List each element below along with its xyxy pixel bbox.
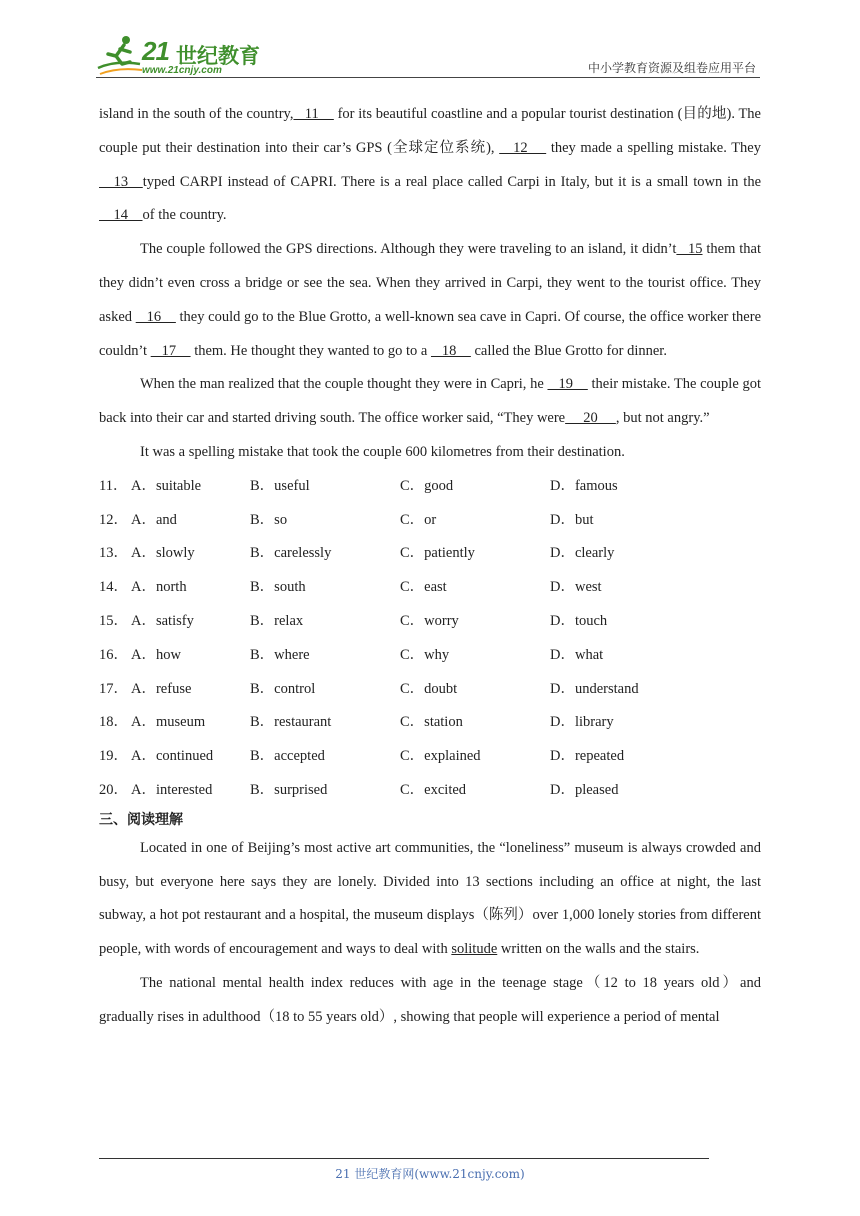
option-b[interactable]: B．so [250,511,288,528]
option-c[interactable]: C．or [400,511,437,528]
option-c[interactable]: C．why [400,646,450,663]
text-run: island in the south of the country, [99,106,294,122]
question-row [99,740,761,774]
blank-13: 13 [99,173,143,190]
question-row [99,774,761,808]
question-number: 20． [99,781,128,798]
question-row [99,673,761,707]
footer-divider [99,1158,709,1159]
question-number: 16． [99,646,128,663]
passage-paragraph-3 [99,368,761,436]
blank-19: 19 [547,376,588,393]
question-row [99,639,761,673]
section-title-reading: 三、阅读理解 [99,811,183,828]
passage-paragraph-4: It was a spelling mistake that took the couple 600 kilometres from their destination. [140,443,625,460]
question-row [99,470,761,504]
reading-paragraph-2: The national mental health index reduces with age in the teenage stage（12 to 18 years old）and gradually rises in adulthood（18 to 55 years old）, showing that people will experience a period of mental [99,974,761,1025]
option-c[interactable]: C．explained [400,748,481,765]
passage-paragraph-1 [99,98,761,233]
option-b[interactable]: B．useful [250,477,310,494]
option-d[interactable]: D．what [550,646,604,663]
option-c[interactable]: C．worry [400,612,459,629]
logo-chinese-text: 世纪教育 [176,44,260,68]
question-number: 19． [99,748,128,765]
text-run: they made a spelling mistake. They [546,139,761,156]
question-number: 15． [99,612,128,629]
blank-16: 16 [135,308,176,325]
option-b[interactable]: B．control [250,680,316,697]
text-run: them. He thought they wanted to go to a [190,342,431,359]
option-c[interactable]: C．station [400,714,463,731]
question-number: 11． [99,477,128,494]
question-row [99,571,761,605]
text-run: them that they didn’t even cross a bridge or see the sea. When they arrived in Carpi, they went to the tourist office. They asked [99,241,761,325]
option-a[interactable]: A．north [131,579,187,596]
text-run: of the country. [142,207,227,224]
option-a[interactable]: A．and [131,511,177,528]
option-a[interactable]: A．continued [131,748,214,765]
option-d[interactable]: D．understand [550,680,639,697]
text-run: their mistake. The couple got back into their car and started driving south. The office worker said, “They were [99,376,761,427]
text-run: called the Blue Grotto for dinner. [470,342,667,359]
passage-paragraph-2 [99,233,761,368]
blank-11: 11 [293,106,334,122]
question-number: 18． [99,714,128,731]
logo-number: 21 [142,36,169,66]
option-c[interactable]: C．patiently [400,545,475,562]
document-body [99,98,761,1035]
option-a[interactable]: A．interested [131,781,213,798]
text-run: typed CARPI instead of CAPRI. There is a real place called Carpi in Italy, but it is a small town in the [142,173,761,190]
option-c[interactable]: C．east [400,579,447,596]
text-run: written on the walls and the stairs. [497,941,700,958]
footer-text[interactable]: 21 世纪教育网(www.21cnjy.com) [335,1167,525,1181]
option-d[interactable]: D．touch [550,612,608,629]
answer-options [99,470,761,808]
blank-14: 14 [99,207,143,224]
blank-17: 17 [150,342,191,359]
text-run: , but not angry.” [615,410,710,427]
question-row [99,537,761,571]
page-header [96,30,760,80]
option-d[interactable]: D．famous [550,477,618,494]
blank-15: 15 [676,241,703,258]
option-b[interactable]: B．relax [250,612,304,629]
option-a[interactable]: A．slowly [131,545,195,562]
option-c[interactable]: C．good [400,477,454,494]
option-d[interactable]: D．west [550,579,602,596]
option-a[interactable]: A．satisfy [131,612,194,629]
header-platform-text: 中小学教育资源及组卷应用平台 [587,61,756,75]
option-d[interactable]: D．but [550,511,594,528]
blank-20: 20 [565,410,616,427]
option-b[interactable]: B．carelessly [250,545,332,562]
option-b[interactable]: B．surprised [250,781,328,798]
site-logo[interactable] [96,34,266,78]
blank-12: 12 [499,139,547,156]
option-b[interactable]: B．where [250,646,310,663]
runner-icon [96,34,144,78]
option-a[interactable]: A．suitable [131,477,202,494]
text-run: The couple followed the GPS directions. Although they were traveling to an island, it didn’t [140,241,677,258]
option-d[interactable]: D．pleased [550,781,619,798]
option-b[interactable]: B．south [250,579,306,596]
option-d[interactable]: D．library [550,714,614,731]
option-a[interactable]: A．museum [131,714,206,731]
underlined-word: solitude [451,941,498,958]
question-number: 14． [99,579,128,596]
text-run: for its beautiful coastline and a popular tourist destination (目的地). The couple put their destination into their car’s GPS (全球定位系统), [99,106,761,156]
option-d[interactable]: D．clearly [550,545,615,562]
question-number: 17． [99,680,128,697]
blank-18: 18 [430,342,471,359]
question-row [99,706,761,740]
option-d[interactable]: D．repeated [550,748,625,765]
text-run: they could go to the Blue Grotto, a well-known sea cave in Capri. Of course, the office worker there couldn’t [99,308,762,359]
option-c[interactable]: C．excited [400,781,467,798]
option-a[interactable]: A．refuse [131,680,192,697]
option-a[interactable]: A．how [131,646,181,663]
question-row [99,504,761,538]
logo-url: www.21cnjy.com [142,65,222,76]
option-b[interactable]: B．accepted [250,748,325,765]
reading-paragraph-1 [99,832,761,967]
header-divider [96,77,760,78]
question-row [99,605,761,639]
question-number: 13． [99,545,128,562]
text-run: When the man realized that the couple thought they were in Capri, he [140,376,548,393]
question-number: 12． [99,511,128,528]
option-b[interactable]: B．restaurant [250,714,332,731]
text-run: Located in one of Beijing’s most active art communities, the “loneliness” museum is always crowded and busy, but everyone here says they are lonely. Divided into 13 sections including an office at night, the last subway, a hot pot restaurant and a hospital, the museum displays（陈列）over 1,000 lonely stories from different people, with words of encouragement and ways to deal with [99,839,761,958]
option-c[interactable]: C．doubt [400,680,458,697]
